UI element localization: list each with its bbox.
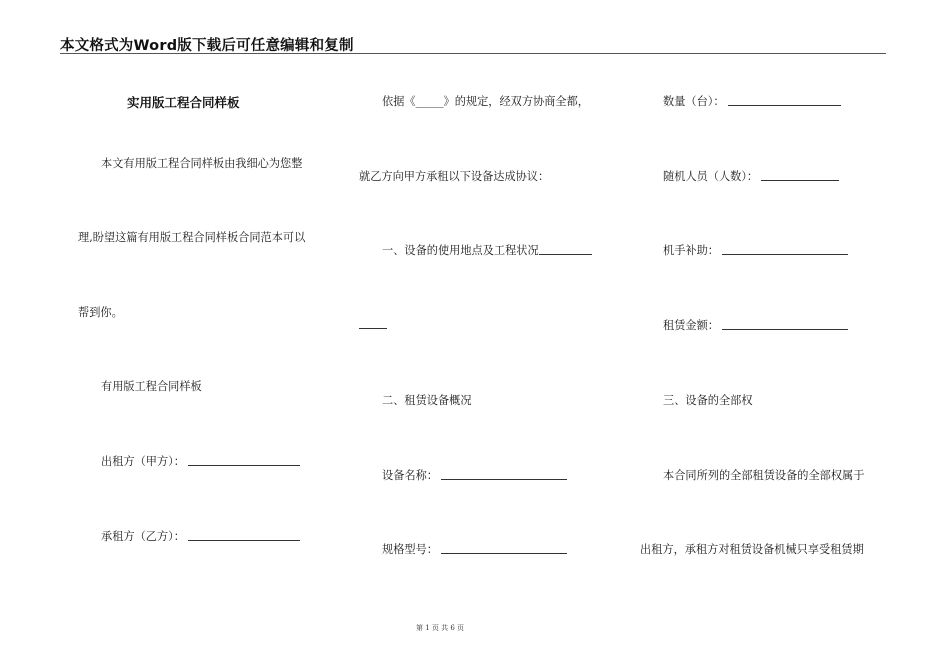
lessee-blank [188, 530, 300, 541]
contract-subtitle: 有用版工程合同样板 [101, 380, 202, 393]
equipment-name-label: 设备名称： [382, 469, 438, 482]
section-1-blank [539, 244, 592, 255]
intro-line-2: 理,盼望这篇有用版工程合同样板合同范本可以 [78, 231, 306, 244]
intro-line-3: 帮到你。 [78, 306, 123, 319]
spec-model-label: 规格型号： [382, 543, 438, 556]
ownership-line-2: 出租方，承租方对租赁设备机械只享受租赁期 [640, 543, 864, 556]
operator-subsidy-label: 机手补助： [663, 244, 719, 257]
header-divider [60, 53, 886, 54]
spec-model-field [382, 541, 567, 557]
lessor-blank [188, 455, 300, 466]
section-2-heading: 二、租赁设备概况 [382, 394, 472, 407]
rent-amount-field [663, 317, 848, 333]
ownership-line-1: 本合同所列的全部租赁设备的全部权属于 [663, 469, 865, 482]
section-1-label: 一、设备的使用地点及工程状况 [382, 244, 539, 257]
lessee-field [101, 528, 300, 544]
operator-subsidy-blank [722, 244, 848, 255]
section-1-blank-continued [359, 318, 387, 329]
section-3-heading: 三、设备的全部权 [663, 394, 753, 407]
staff-blank [761, 170, 839, 181]
quantity-label: 数量（台）： [663, 95, 725, 108]
page-number: 第 1 页 共 6 页 [415, 624, 465, 632]
lessee-label: 承租方（乙方）： [101, 530, 185, 543]
intro-line-1: 本文有用版工程合同样板由我细心为您整 [101, 157, 303, 170]
quantity-field [663, 93, 841, 109]
lessor-label: 出租方（甲方）： [101, 455, 185, 468]
rent-amount-blank [722, 319, 848, 330]
equipment-name-field [382, 467, 567, 483]
equipment-name-blank [441, 469, 567, 480]
spec-model-blank [441, 543, 567, 554]
download-banner: 本文格式为Word版下载后可任意编辑和复制 [60, 38, 354, 54]
quantity-blank [728, 95, 841, 106]
document-title: 实用版工程合同样板 [127, 95, 240, 110]
staff-label: 随机人员（人数）： [663, 170, 759, 183]
rent-amount-label: 租赁金额： [663, 319, 719, 332]
basis-line-2: 就乙方向甲方承租以下设备达成协议： [359, 170, 550, 183]
lessor-field [101, 453, 300, 469]
basis-line-1: 依据《_____》的规定，经双方协商全都， [382, 95, 589, 108]
section-1-heading [382, 242, 592, 258]
staff-field [663, 168, 839, 184]
operator-subsidy-field [663, 242, 848, 258]
